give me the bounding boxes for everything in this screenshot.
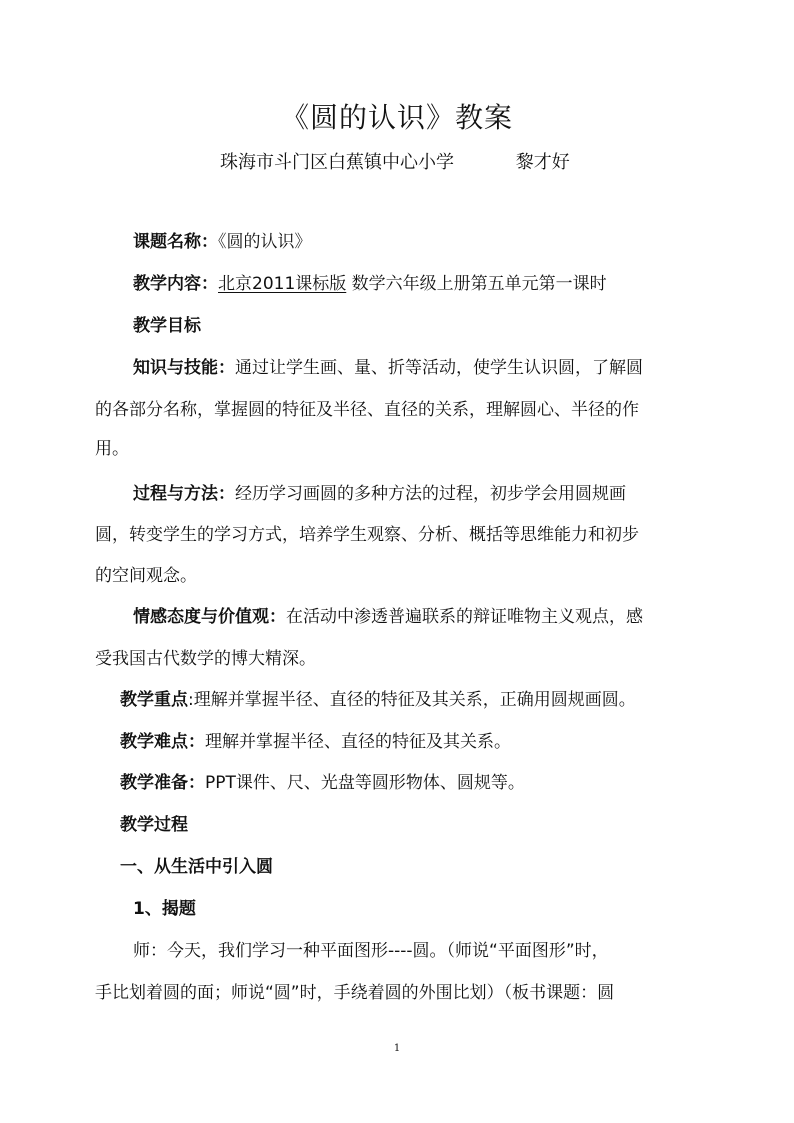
topic-label: 课题名称：: [133, 232, 218, 252]
topic-value: 《圆的认识》: [218, 232, 312, 252]
goals-heading: [133, 314, 743, 338]
key-points-label: 教学重点: [120, 690, 188, 710]
knowledge-line-1: [133, 356, 743, 380]
topic-line: [133, 230, 743, 254]
section-heading-1: [120, 855, 730, 879]
emotion-text-1: 在活动中渗透普遍联系的辩证唯物主义观点，感: [286, 607, 643, 627]
page-number: 1: [393, 1043, 401, 1054]
knowledge-text-1: 通过让学生画、量、折等活动，使学生认识圆，了解圆: [235, 358, 643, 378]
content-label: 教学内容：: [133, 274, 218, 294]
knowledge-line-3: 用。: [95, 439, 129, 459]
process-heading-text: 教学过程: [120, 815, 188, 835]
content-value: 数学六年级上册第五单元第一课时: [346, 274, 607, 294]
process-label: 过程与方法：: [133, 484, 235, 504]
author-name: 黎才好: [515, 152, 570, 173]
prep-label: 教学准备：: [120, 773, 205, 793]
process-text-1: 经历学习画圆的多种方法的过程，初步学会用圆规画: [235, 484, 626, 504]
school-name: 珠海市斗门区白蕉镇中心小学: [220, 152, 454, 173]
emotion-line-2: 受我国古代数学的博大精深。: [95, 649, 316, 669]
knowledge-line-2: 的各部分名称，掌握圆的特征及半径、直径的关系，理解圆心、半径的作: [95, 400, 639, 420]
key-points-line: [120, 688, 730, 712]
emotion-line-1: [133, 605, 743, 629]
prep-value: PPT课件、尺、光盘等圆形物体、圆规等。: [205, 773, 525, 793]
prep-line: [120, 771, 730, 795]
difficulty-value: 理解并掌握半径、直径的特征及其关系。: [205, 732, 511, 752]
knowledge-label: 知识与技能：: [133, 358, 235, 378]
dialog-line-2: 手比划着圆的面；师说“圆”时，手绕着圆的外围比划）（板书课题：圆: [95, 983, 615, 1003]
process-heading: [120, 813, 730, 837]
process-line-1: [133, 482, 743, 506]
section-heading-1-text: 一、从生活中引入圆: [120, 857, 273, 877]
process-line-3: 的空间观念。: [95, 566, 197, 586]
emotion-label: 情感态度与价值观：: [133, 607, 286, 627]
content-publisher: 北京2011课标版: [218, 274, 347, 294]
sub-heading-1-text: 1、揭题: [133, 899, 196, 919]
author-line: [220, 148, 570, 174]
key-points-value: :理解并掌握半径、直径的特征及其关系，正确用圆规画圆。: [188, 690, 636, 710]
process-line-2: 圆，转变学生的学习方式，培养学生观察、分析、概括等思维能力和初步: [95, 525, 639, 545]
dialog-line-1: 师：今天，我们学习一种平面图形----圆。（师说“平面图形”时，: [133, 941, 609, 961]
difficulty-line: [120, 730, 730, 754]
document-title: 《圆的认识》教案: [280, 101, 513, 134]
sub-heading-1: [133, 897, 743, 921]
content-line: [133, 272, 743, 296]
goals-heading-text: 教学目标: [133, 316, 201, 336]
difficulty-label: 教学难点：: [120, 732, 205, 752]
